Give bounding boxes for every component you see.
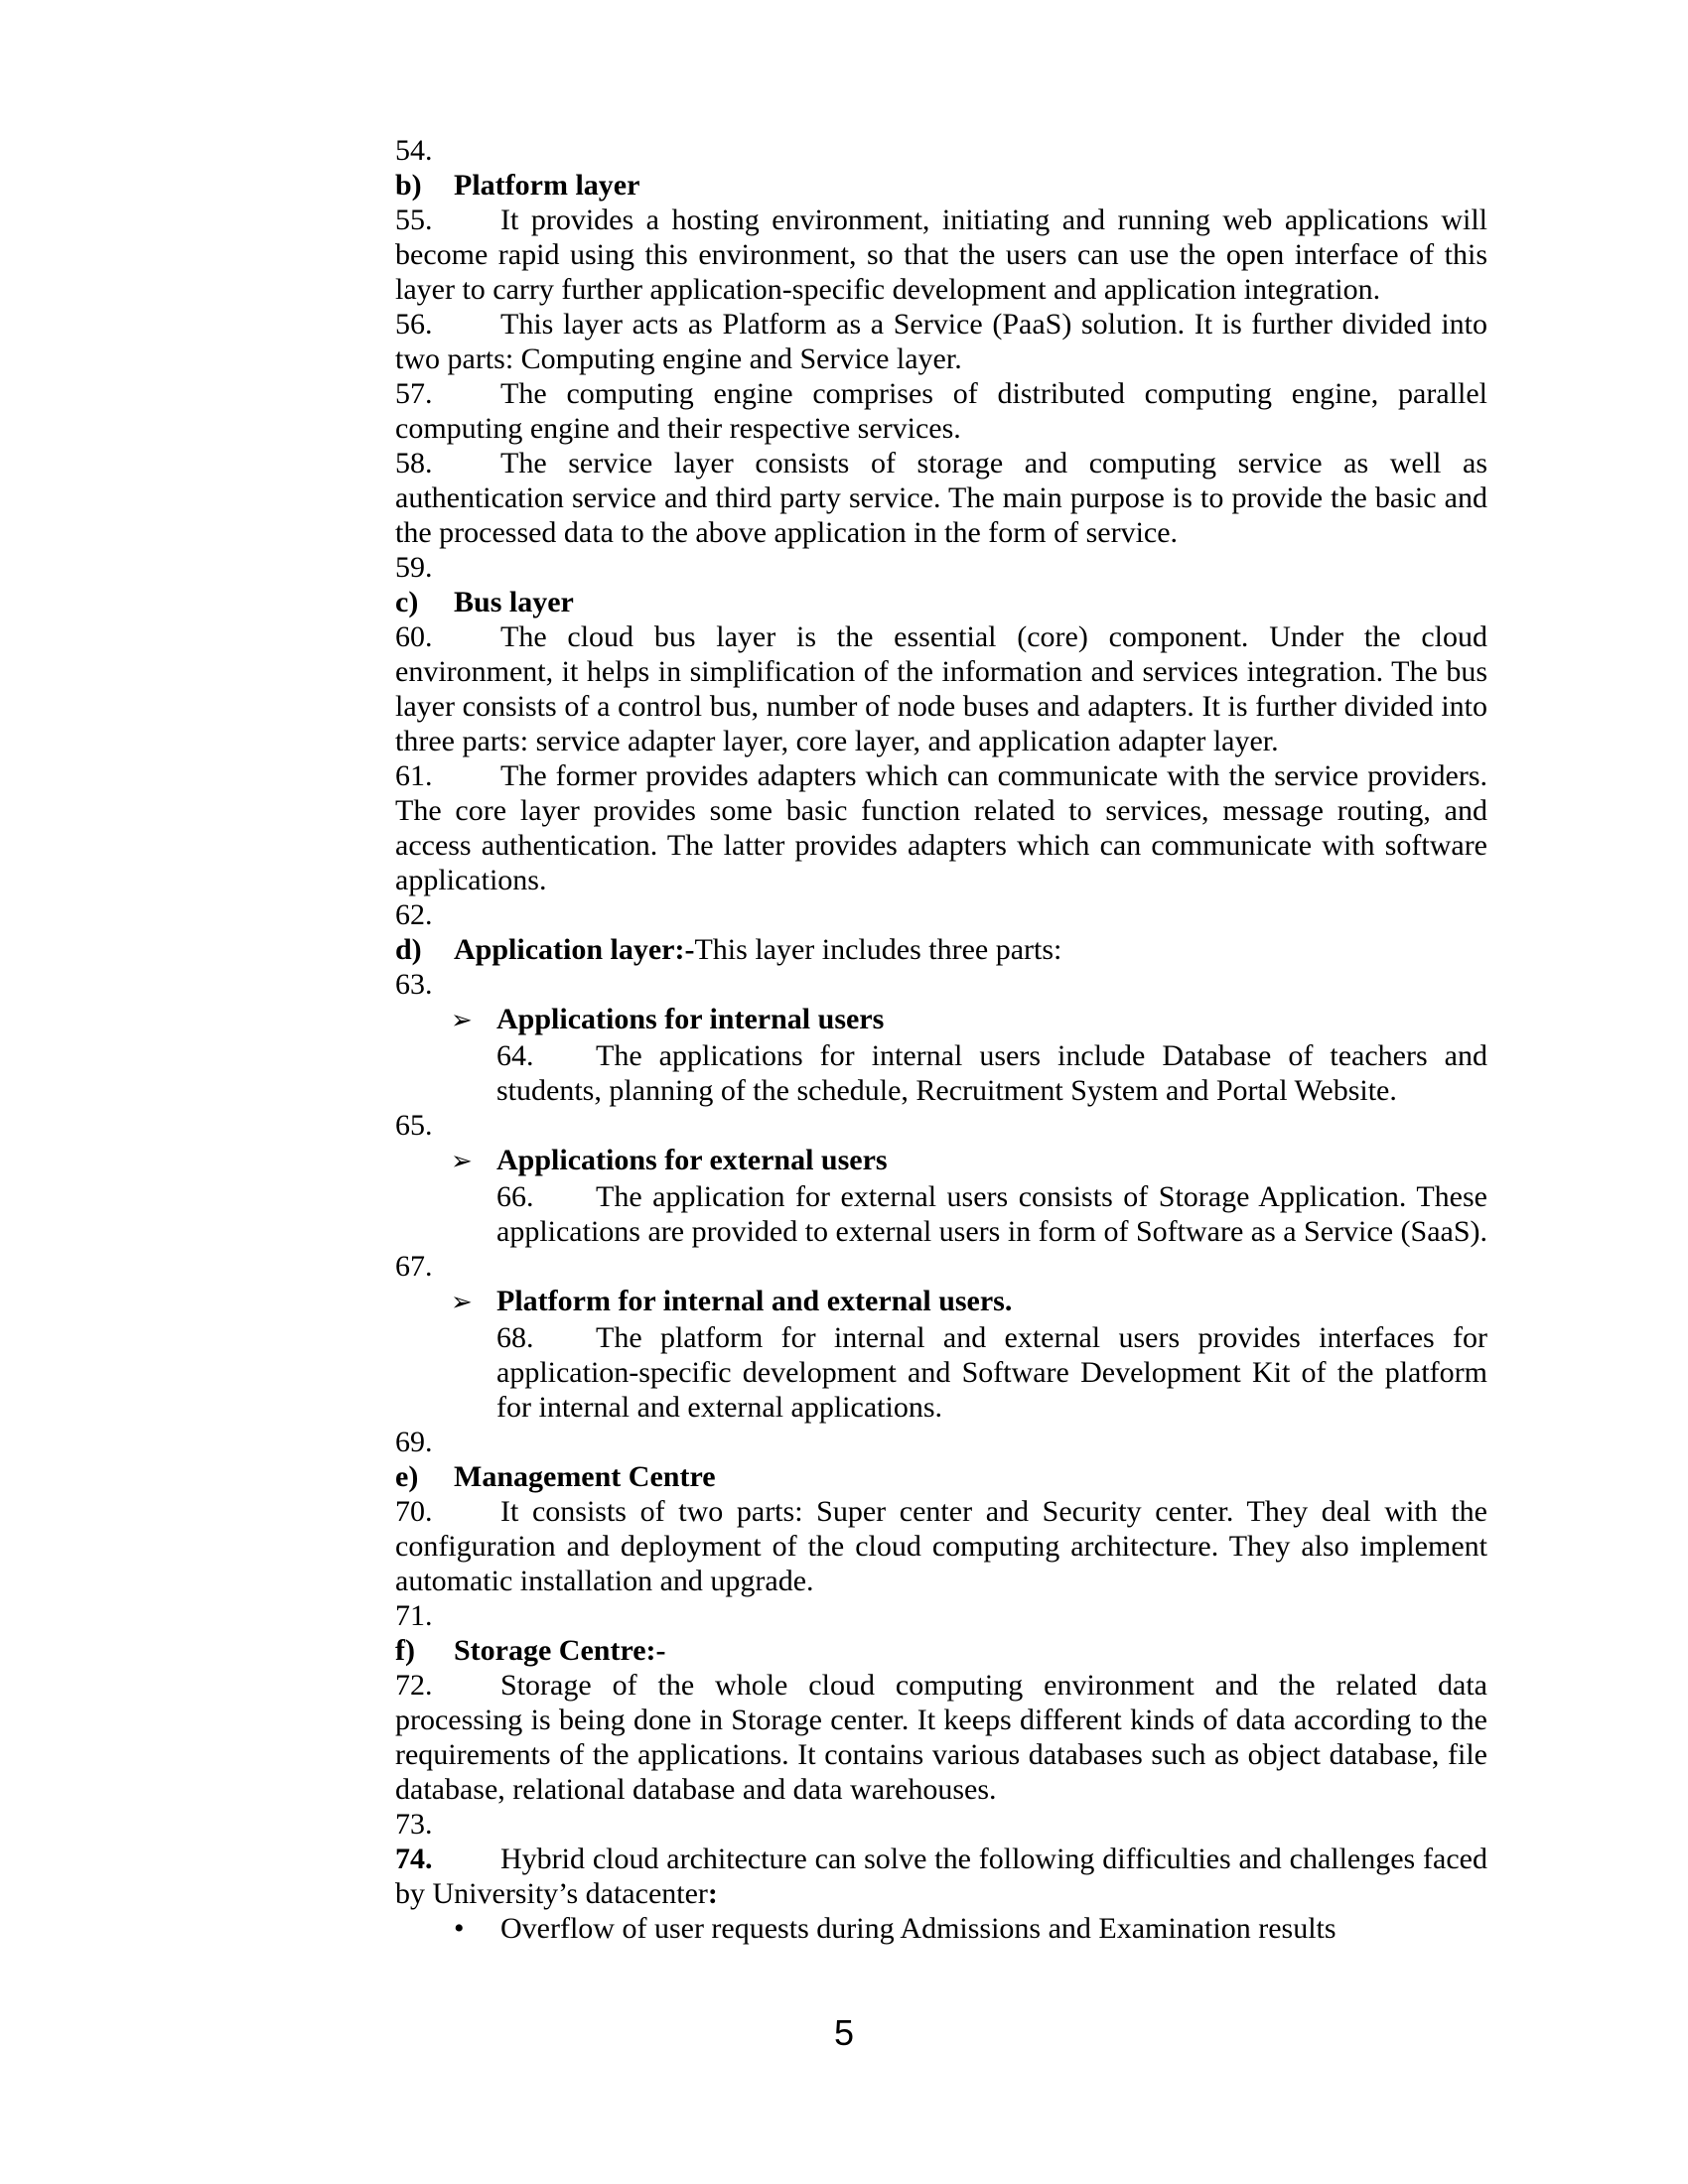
paragraph-55 xyxy=(395,203,1487,307)
paragraph-56 xyxy=(395,307,1487,376)
paragraph-68 xyxy=(496,1320,1487,1425)
section-heading-storage-centre xyxy=(395,1633,1487,1668)
number-line-71: 71. xyxy=(395,1599,433,1632)
section-letter: c) xyxy=(395,586,419,618)
number-line-62: 62. xyxy=(395,898,433,931)
paragraph-text: The cloud bus layer is the essential (core) component. Under the cloud environment, it helps in simplification of the information and services integration. The bus layer consists of a control bus, number of node buses and adapters. It is further divided into three parts: service adapter layer, core layer, and application adapter layer. xyxy=(395,620,1487,757)
paragraph-text: It consists of two parts: Super center and Security center. They deal with the configuration and deployment of the cloud computing architecture. They also implement automatic installation and upgrade. xyxy=(395,1495,1487,1597)
bullet-text: Overflow of user requests during Admissions and Examination results xyxy=(500,1912,1336,1945)
bullet-icon: • xyxy=(454,1912,465,1945)
number-line-67: 67. xyxy=(395,1250,433,1283)
paragraph-74 xyxy=(395,1842,1487,1911)
arrowhead-bullet-icon: ➢ xyxy=(451,1147,473,1176)
paragraph-text: This layer acts as Platform as a Service (PaaS) solution. It is further divided into two parts: Computing engine and Service layer. xyxy=(395,308,1487,375)
paragraph-57 xyxy=(395,376,1487,446)
paragraph-58 xyxy=(395,446,1487,550)
section-heading-application-layer xyxy=(395,932,1487,967)
section-letter: e) xyxy=(395,1460,419,1493)
paragraph-number: 64. xyxy=(496,1039,534,1072)
paragraph-colon: : xyxy=(707,1877,718,1910)
paragraph-70 xyxy=(395,1494,1487,1598)
paragraph-number: 74. xyxy=(395,1843,433,1875)
section-title: Platform layer xyxy=(454,169,640,202)
paragraph-number: 70. xyxy=(395,1495,433,1528)
bullet-item-overflow xyxy=(454,1911,1487,1946)
paragraph-number: 55. xyxy=(395,204,433,236)
arrowhead-bullet-icon: ➢ xyxy=(451,1006,473,1035)
paragraph-number: 61. xyxy=(395,759,433,792)
paragraph-number: 72. xyxy=(395,1669,433,1702)
paragraph-text: The application for external users consists of Storage Application. These applications are provided to external users in form of Software as a Service (SaaS). xyxy=(496,1180,1487,1248)
arrowhead-bullet-icon: ➢ xyxy=(451,1288,473,1317)
section-heading-management-centre xyxy=(395,1459,1487,1494)
number-line-63: 63. xyxy=(395,968,433,1001)
paragraph-text: The platform for internal and external users provides interfaces for application-specific development and Software Development Kit of the platform for internal and external applications. xyxy=(496,1321,1487,1424)
section-title: Management Centre xyxy=(454,1460,716,1493)
number-line-69: 69. xyxy=(395,1426,433,1458)
arrow-heading-title: Platform for internal and external users. xyxy=(496,1285,1013,1317)
arrow-heading-external-users xyxy=(451,1143,1487,1179)
section-letter: f) xyxy=(395,1634,415,1667)
paragraph-number: 57. xyxy=(395,377,433,410)
number-line-54: 54. xyxy=(395,134,433,167)
number-line-73: 73. xyxy=(395,1808,433,1841)
section-title: Storage Centre:- xyxy=(454,1634,666,1667)
section-heading-platform-layer xyxy=(395,168,1487,203)
paragraph-72 xyxy=(395,1668,1487,1807)
paragraph-60 xyxy=(395,619,1487,758)
paragraph-text: The former provides adapters which can communicate with the service providers. The core layer provides some basic function related to services, message routing, and access authentication. The latter provides adapters which can communicate with software applications. xyxy=(395,759,1487,896)
paragraph-text: The computing engine comprises of distributed computing engine, parallel computing engine and their respective services. xyxy=(395,377,1487,445)
arrow-heading-internal-users xyxy=(451,1002,1487,1038)
paragraph-61 xyxy=(395,758,1487,897)
number-line-59: 59. xyxy=(395,551,433,584)
paragraph-text: Hybrid cloud architecture can solve the following difficulties and challenges faced by University’s datacenter xyxy=(395,1843,1487,1910)
section-heading-bus-layer xyxy=(395,585,1487,619)
paragraph-number: 60. xyxy=(395,620,433,653)
paragraph-text: It provides a hosting environment, initiating and running web applications will become rapid using this environment, so that the users can use the open interface of this layer to carry further application-specific development and application integration. xyxy=(395,204,1487,306)
number-line-65: 65. xyxy=(395,1109,433,1142)
section-title-rest: This layer includes three parts: xyxy=(694,933,1062,966)
paragraph-number: 66. xyxy=(496,1180,534,1213)
document-content xyxy=(395,133,1487,1946)
page-number: 5 xyxy=(833,2012,855,2053)
section-letter: b) xyxy=(395,169,422,202)
paragraph-text: The service layer consists of storage and computing service as well as authentication service and third party service. The main purpose is to provide the basic and the processed data to the above application in the form of service. xyxy=(395,447,1487,549)
arrow-heading-platform-users xyxy=(451,1284,1487,1320)
paragraph-number: 56. xyxy=(395,308,433,341)
section-letter: d) xyxy=(395,933,422,966)
arrow-heading-title: Applications for internal users xyxy=(496,1003,885,1035)
paragraph-text: Storage of the whole cloud computing environment and the related data processing is being done in Storage center. It keeps different kinds of data according to the requirements of the applications. It contains various databases such as object database, file database, relational database and data warehouses. xyxy=(395,1669,1487,1806)
arrow-heading-title: Applications for external users xyxy=(496,1144,888,1176)
paragraph-64 xyxy=(496,1038,1487,1108)
paragraph-number: 68. xyxy=(496,1321,534,1354)
section-title: Application layer:- xyxy=(454,933,695,966)
paragraph-66 xyxy=(496,1179,1487,1249)
section-title: Bus layer xyxy=(454,586,574,618)
paragraph-number: 58. xyxy=(395,447,433,479)
paragraph-text: The applications for internal users include Database of teachers and students, planning of the schedule, Recruitment System and Portal Website. xyxy=(496,1039,1487,1107)
